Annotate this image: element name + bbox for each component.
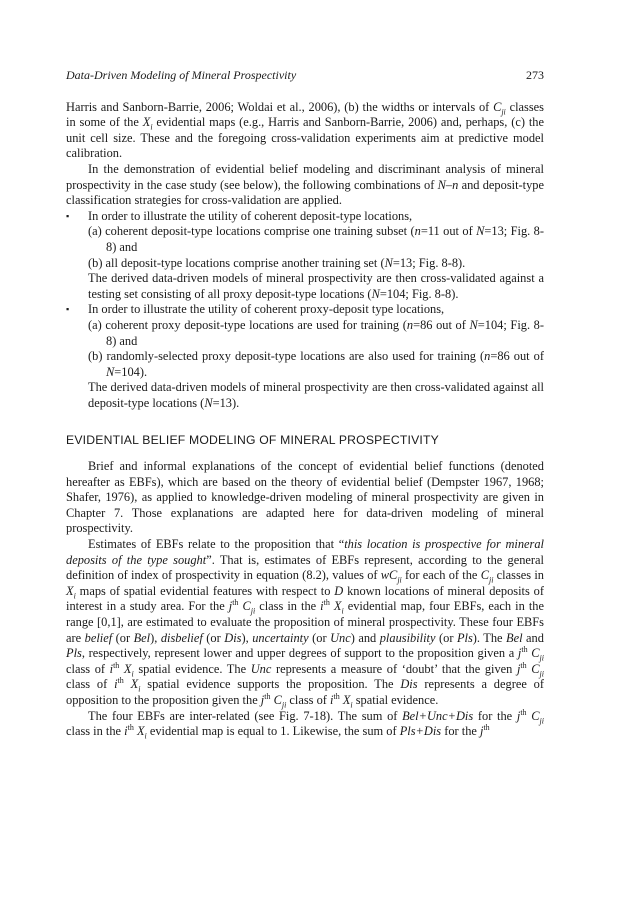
section-title: EVIDENTIAL BELIEF MODELING OF MINERAL PROSPECTIVITY (66, 433, 439, 448)
sub-item-1b: (b) all deposit-type locations comprise another training set (N=13; Fig. 8-8). (88, 255, 466, 270)
running-header (66, 68, 544, 84)
sub-paragraph-2: The derived data-driven models of mineral prospectivity are then cross-validated against all deposit-type locations (N=13). (88, 380, 544, 410)
paragraph-ebf-relations: The four EBFs are inter-related (see Fig. 7-18). The sum of Bel+Unc+Dis for the $j^{th}$ $C_{ji}$ class in the $i^{th}$ $X_i$ evidential map is equal to 1. Likewise, the sum of Pls+Dis for the $j^{th}$ (66, 707, 544, 741)
paragraph-ebf-intro: Brief and informal explanations of the concept of evidential belief functions (denoted hereafter as EBFs), which are based on the theory of evidential belief (Dempster 1967, 1968; Shafer, 1976), as applied to knowledge-driven modeling of mineral prospectivity are given in Chapter 7. Those explanations are adapted here for data-driven modeling of mineral prospectivity. (66, 459, 544, 536)
paragraph-continuation: Harris and Sanborn-Barrie, 2006; Woldai et al., 2006), (b) the widths or intervals of $C_{ji}$ classes in some of the $X_i$ evidential maps (e.g., Harris and Sanborn-Barrie, 2006) and, perhaps, (c) the unit cell size. These and the foregoing cross-validation experiments aim at predictive model calibration. (66, 99, 544, 161)
bullet-mark: ▪ (66, 210, 70, 221)
bullet-proxy-deposit-type: ▪ In order to illustrate the utility of coherent proxy-deposit type locations, (66, 302, 445, 317)
page (66, 68, 544, 740)
paragraph-strategies: In the demonstration of evidential belief modeling and discriminant analysis of mineral prospectivity in the case study (see below), the following combinations of N–n and deposit-type classification strategies for cross-validation are applied. (66, 161, 544, 208)
paragraph-ebf-estimates: Estimates of EBFs relate to the proposition that “this location is prospective for mineral deposits of the type sought”. That is, estimates of EBFs represent, according to the general definition of index of prospectivity in equation (8.2), values of $wC_{ji}$ for each of the $C_{ji}$ classes in $X_i$ maps of spatial evidential features with respect to D known locations of mineral deposits of interest in a study area. For the $j^{th}$ $C_{ji}$ class in the $i^{th}$ $X_i$ evidential map, four EBFs, each in the range [0,1], are estimated to evaluate the proposition of mineral prospectivity. These four EBFs are belief (or Bel), disbelief (or Dis), uncertainty (or Unc) and plausibility (or Pls). The Bel and Pls, respectively, represent lower and upper degrees of support to the proposition given a $j^{th}$ $C_{ji}$ class of $i^{th}$ $X_i$ spatial evidence. The Unc represents a measure of ‘doubt’ that the given $j^{th}$ $C_{ji}$ class of $i^{th}$ $X_i$ spatial evidence supports the proposition. The Dis represents a degree of opposition to the proposition given the $j^{th}$ $C_{ji}$ class of $i^{th}$ $X_i$ spatial evidence. (66, 537, 545, 710)
sub-item-1a: (a) coherent deposit-type locations comprise one training subset (n=11 out of N=13; Fig. 8-8) and (88, 224, 544, 254)
bullet-deposit-type: ▪ In order to illustrate the utility of coherent deposit-type locations, (66, 208, 413, 223)
sub-paragraph-1: The derived data-driven models of mineral prospectivity are then cross-validated against a testing set consisting of all proxy deposit-type locations (N=104; Fig. 8-8). (88, 271, 544, 301)
sub-item-2a: (a) coherent proxy deposit-type locations are used for training (n=86 out of N=104; Fig. 8-8) and (88, 317, 544, 348)
running-title: Data-Driven Modeling of Mineral Prospectivity (66, 68, 297, 82)
page-number: 273 (526, 68, 544, 82)
sub-item-2b: (b) randomly-selected proxy deposit-type locations are also used for training (n=86 out of N=104). (88, 349, 544, 379)
bullet-mark: ▪ (66, 304, 70, 315)
